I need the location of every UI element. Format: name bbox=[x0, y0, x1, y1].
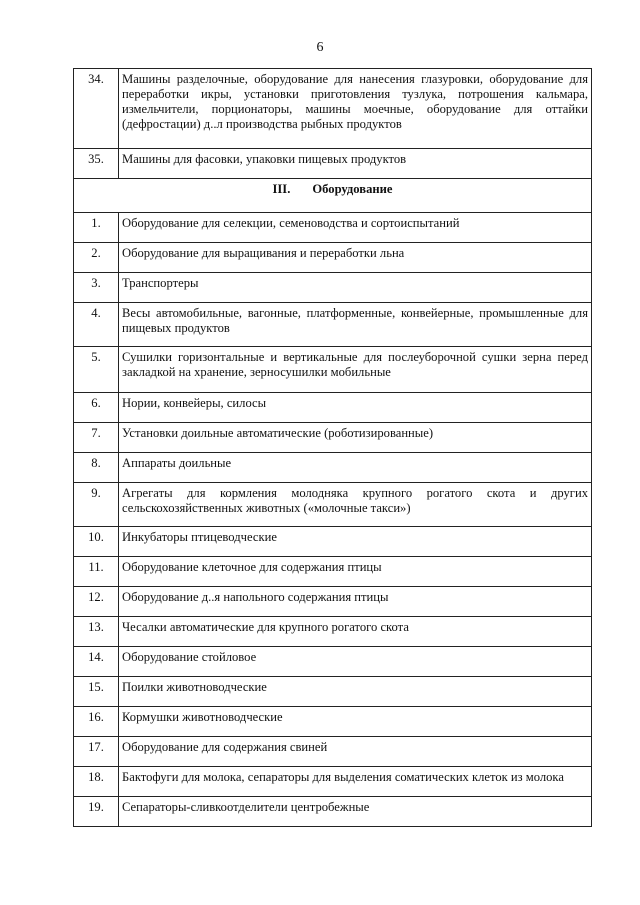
table-row bbox=[74, 737, 592, 767]
row-text: Установки доильные автоматические (роботизированные) bbox=[119, 423, 592, 453]
row-number: 10. bbox=[74, 527, 119, 557]
row-text: Инкубаторы птицеводческие bbox=[119, 527, 592, 557]
row-number: 3. bbox=[74, 273, 119, 303]
row-number: 4. bbox=[74, 303, 119, 347]
row-number: 9. bbox=[74, 483, 119, 527]
table-row bbox=[74, 393, 592, 423]
row-number: 17. bbox=[74, 737, 119, 767]
row-text: Оборудование стойловое bbox=[119, 647, 592, 677]
page-number: 6 bbox=[316, 40, 324, 55]
row-number: 16. bbox=[74, 707, 119, 737]
row-number: 11. bbox=[74, 557, 119, 587]
table-row bbox=[74, 647, 592, 677]
table-row bbox=[74, 587, 592, 617]
table-row bbox=[74, 273, 592, 303]
table-row bbox=[74, 677, 592, 707]
row-number: 1. bbox=[74, 213, 119, 243]
row-text: Агрегаты для кормления молодняка крупного рогатого скота и других сельскохозяйственных животных («молочные такси») bbox=[119, 483, 592, 527]
row-text: Транспортеры bbox=[119, 273, 592, 303]
table-row bbox=[74, 707, 592, 737]
table-row bbox=[74, 527, 592, 557]
row-number: 6. bbox=[74, 393, 119, 423]
row-number: 12. bbox=[74, 587, 119, 617]
row-text: Оборудование для выращивания и переработки льна bbox=[119, 243, 592, 273]
table-row bbox=[74, 69, 592, 149]
row-text: Машины для фасовки, упаковки пищевых продуктов bbox=[119, 149, 592, 179]
table-row bbox=[74, 557, 592, 587]
row-text: Оборудование для содержания свиней bbox=[119, 737, 592, 767]
row-text: Бактофуги для молока, сепараторы для выделения соматических клеток из молока bbox=[119, 767, 592, 797]
row-text: Оборудование д..я напольного содержания птицы bbox=[119, 587, 592, 617]
section-header bbox=[74, 179, 592, 213]
table-row bbox=[74, 453, 592, 483]
equipment-table bbox=[73, 68, 592, 827]
row-text: Нории, конвейеры, силосы bbox=[119, 393, 592, 423]
table-row bbox=[74, 423, 592, 453]
row-text: Весы автомобильные, вагонные, платформенные, конвейерные, промышленные для пищевых продуктов bbox=[119, 303, 592, 347]
table-row bbox=[74, 767, 592, 797]
row-text: Оборудование клеточное для содержания птицы bbox=[119, 557, 592, 587]
table-row bbox=[74, 617, 592, 647]
row-number: 8. bbox=[74, 453, 119, 483]
row-number: 14. bbox=[74, 647, 119, 677]
row-text: Сепараторы-сливкоотделители центробежные bbox=[119, 797, 592, 827]
row-text: Сушилки горизонтальные и вертикальные для послеуборочной сушки зерна перед закладкой на хранение, зерносушилки мобильные bbox=[119, 347, 592, 393]
equipment-table-body bbox=[74, 69, 592, 827]
row-text: Поилки животноводческие bbox=[119, 677, 592, 707]
row-text: Машины разделочные, оборудование для нанесения глазуровки, оборудование для переработки икры, установки приготовления тузлука, потрошения кальмара, измельчители, порционаторы, машины моечные, оборудование для оттайки (дефростации) д..л производства рыбных продуктов bbox=[119, 69, 592, 149]
row-number: 15. bbox=[74, 677, 119, 707]
table-row bbox=[74, 243, 592, 273]
table-row bbox=[74, 213, 592, 243]
section-number: III. bbox=[272, 182, 291, 196]
row-number: 18. bbox=[74, 767, 119, 797]
row-number: 34. bbox=[74, 69, 119, 149]
table-row bbox=[74, 483, 592, 527]
row-number: 7. bbox=[74, 423, 119, 453]
row-text: Чесалки автоматические для крупного рогатого скота bbox=[119, 617, 592, 647]
section-title: Оборудование bbox=[312, 182, 393, 196]
row-number: 2. bbox=[74, 243, 119, 273]
table-row bbox=[74, 149, 592, 179]
row-text: Оборудование для селекции, семеноводства и сортоиспытаний bbox=[119, 213, 592, 243]
table-row bbox=[74, 797, 592, 827]
row-text: Кормушки животноводческие bbox=[119, 707, 592, 737]
row-number: 13. bbox=[74, 617, 119, 647]
table-row bbox=[74, 303, 592, 347]
row-number: 19. bbox=[74, 797, 119, 827]
row-number: 5. bbox=[74, 347, 119, 393]
section-header-row bbox=[74, 179, 592, 213]
row-number: 35. bbox=[74, 149, 119, 179]
row-text: Аппараты доильные bbox=[119, 453, 592, 483]
table-row bbox=[74, 347, 592, 393]
